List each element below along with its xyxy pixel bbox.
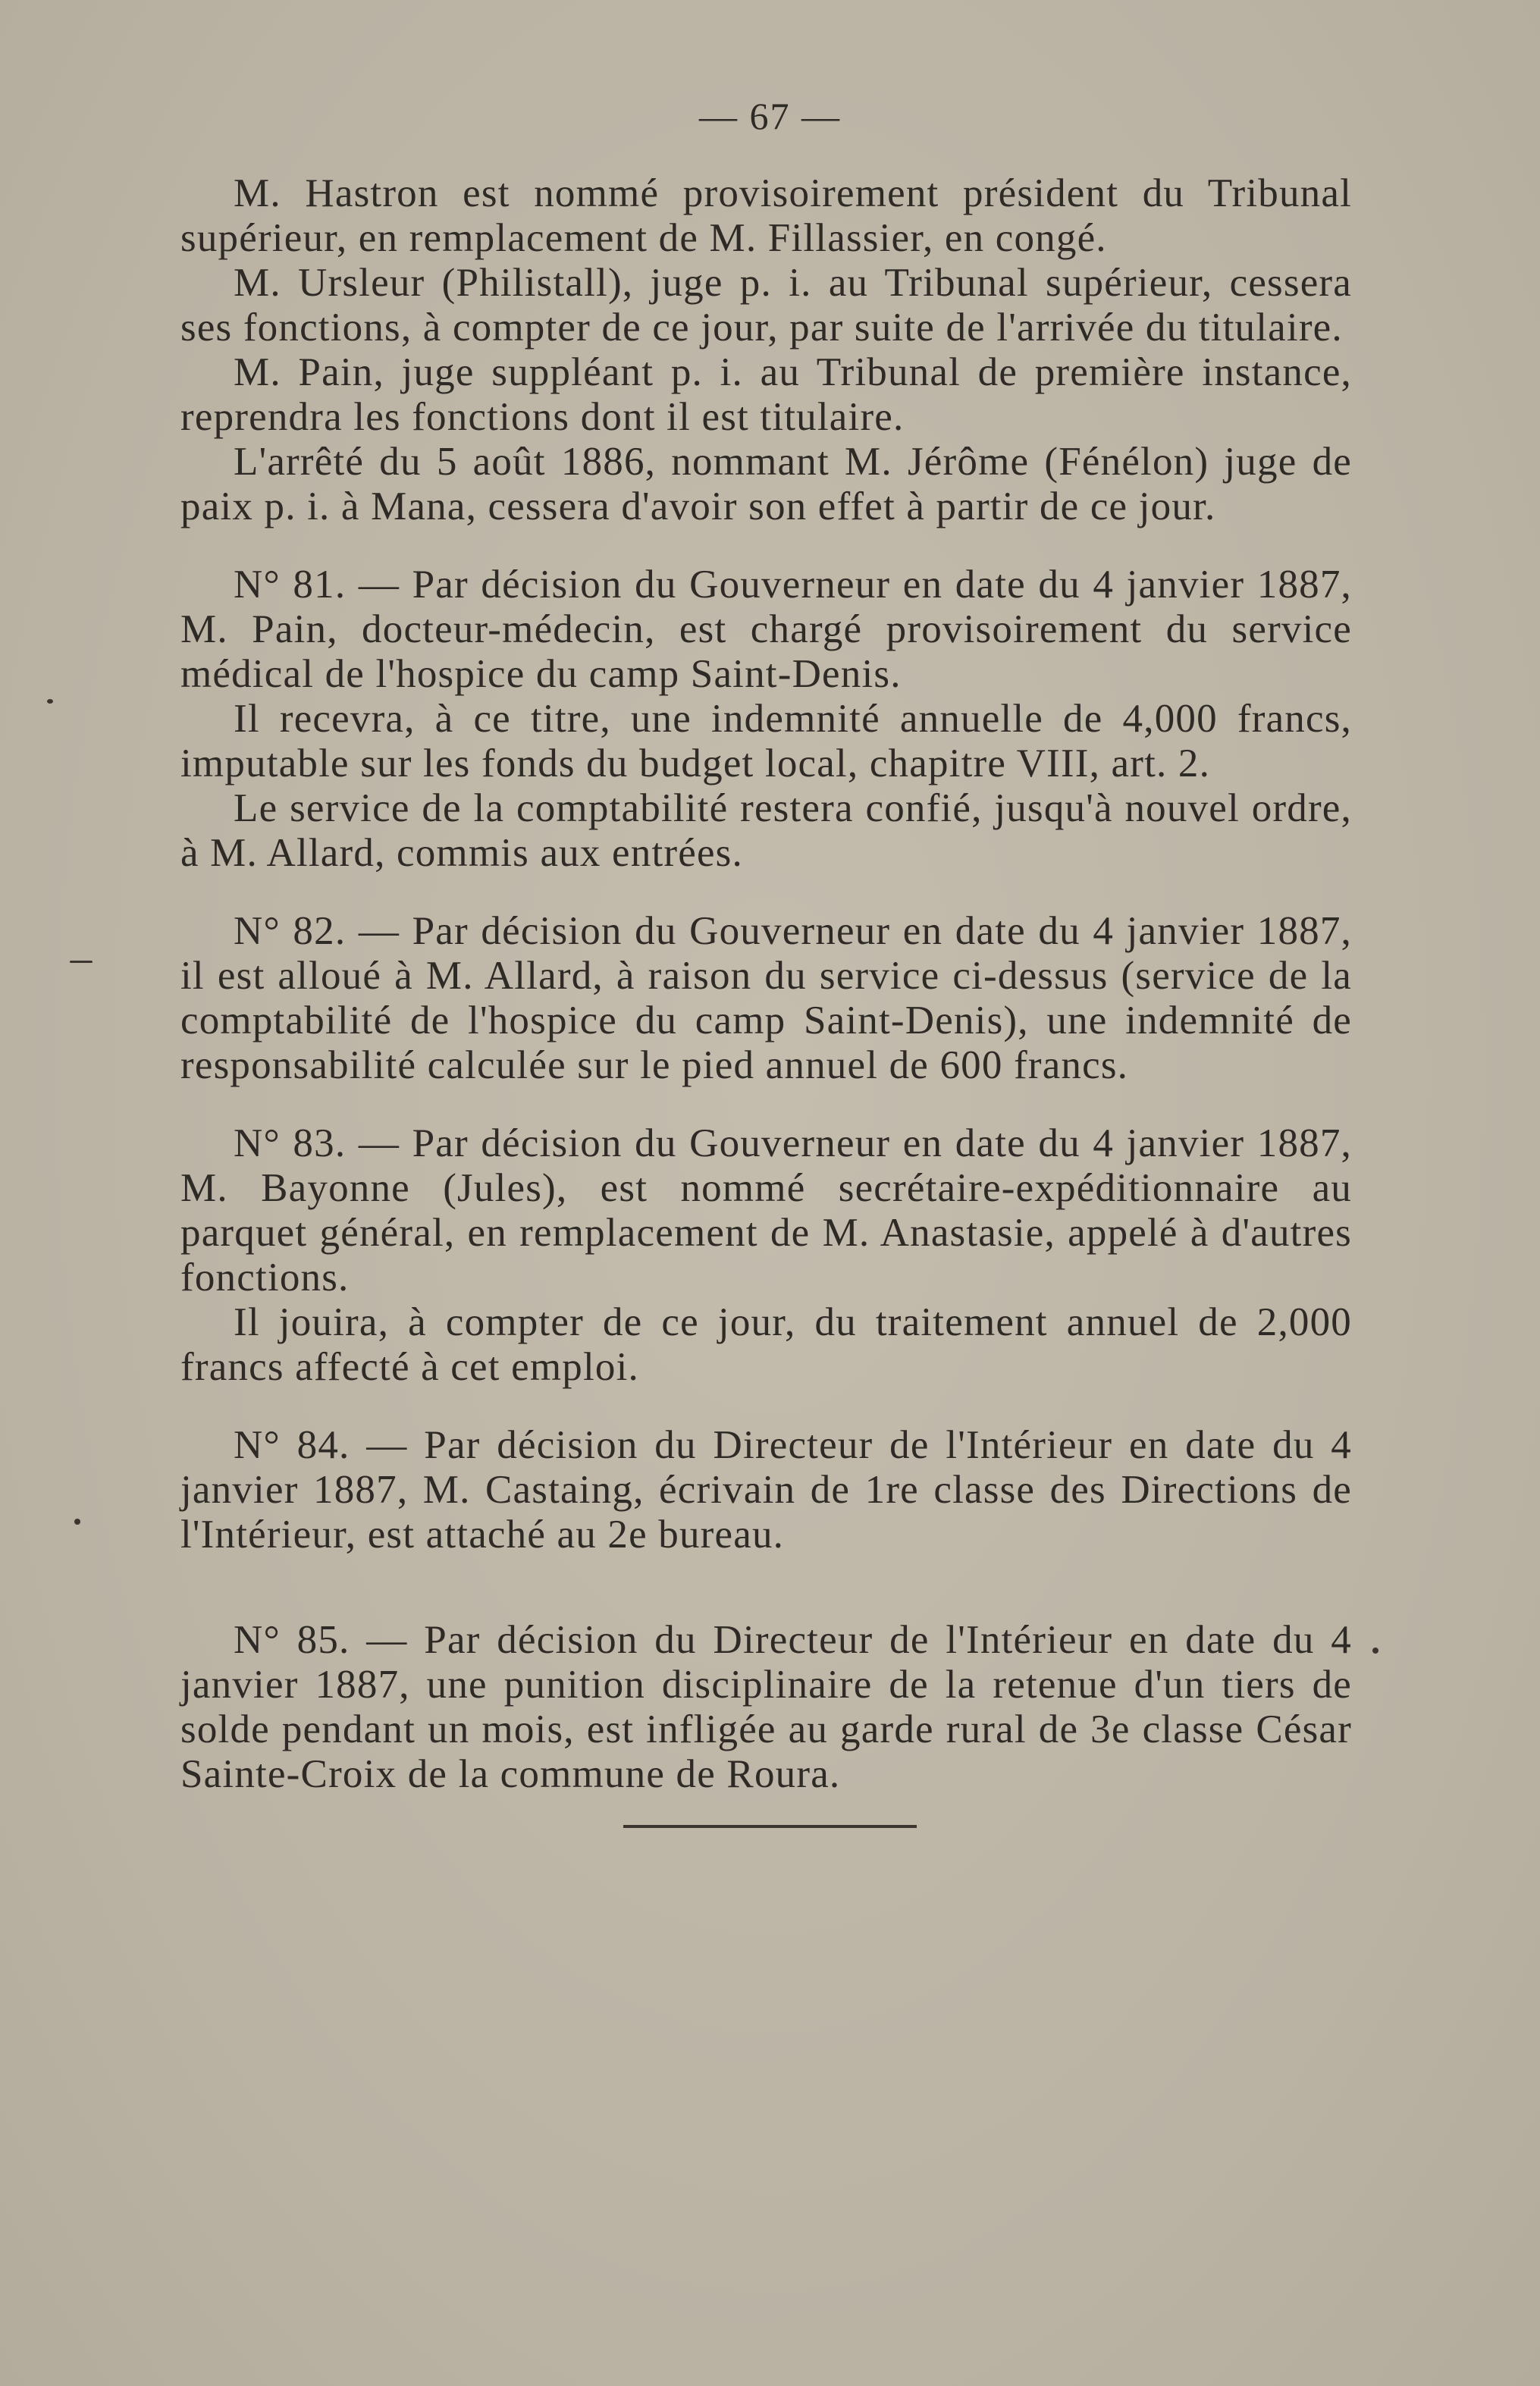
page-number: — 67 — xyxy=(699,95,841,137)
paragraph-pain: M. Pain, juge suppléant p. i. au Tribunal de première instance, reprendra les fonctions dont il est titulaire. xyxy=(180,350,1352,439)
print-speck xyxy=(1372,1648,1378,1654)
paragraph-indemnite: Il recevra, à ce titre, une indemnité annuelle de 4,000 francs, imputable sur les fonds du budget local, chapitre VIII, art. 2. xyxy=(180,697,1352,785)
print-speck xyxy=(74,1519,80,1525)
paragraph-decision-83: N° 83. — Par décision du Gouverneur en date du 4 janvier 1887, M. Bayonne (Jules), est nommé secrétaire-expéditionnaire au parquet général, en remplacement de M. Anastasie, appelé à d'autres fonctions. xyxy=(180,1121,1352,1300)
paragraph-decision-85: N° 85. — Par décision du Directeur de l'Intérieur en date du 4 janvier 1887, une punition disciplinaire de la retenue d'un tiers de solde pendant un mois, est infligée au garde rural de 3e classe César Sainte-Croix de la commune de Roura. xyxy=(180,1618,1352,1796)
paragraph-ursleur: M. Ursleur (Philistall), juge p. i. au Tribunal supérieur, cessera ses fonctions, à compter de ce jour, par suite de l'arrivée du titulaire. xyxy=(180,261,1352,350)
paragraph-traitement: Il jouira, à compter de ce jour, du traitement annuel de 2,000 francs affecté à cet emploi. xyxy=(180,1300,1352,1389)
print-speck xyxy=(47,699,53,704)
paragraph-decision-84: N° 84. — Par décision du Directeur de l'Intérieur en date du 4 janvier 1887, M. Castaing, écrivain de 1re classe des Directions de l'Intérieur, est attaché au 2e bureau. xyxy=(180,1423,1352,1557)
print-speck xyxy=(70,961,93,963)
paragraph-hastron: M. Hastron est nommé provisoirement président du Tribunal supérieur, en remplacement de M. Fillassier, en congé. xyxy=(180,171,1352,260)
paragraph-comptabilite: Le service de la comptabilité restera confié, jusqu'à nouvel ordre, à M. Allard, commis aux entrées. xyxy=(180,786,1352,875)
page-body xyxy=(180,171,1352,1797)
section-separator xyxy=(623,1825,917,1828)
paragraph-decision-82: N° 82. — Par décision du Gouverneur en date du 4 janvier 1887, il est alloué à M. Allard, à raison du service ci-dessus (service de la comptabilité de l'hospice du camp Saint-Denis), une indemnité de responsabilité calculée sur le pied annuel de 600 francs. xyxy=(180,909,1352,1087)
paragraph-decision-81: N° 81. — Par décision du Gouverneur en date du 4 janvier 1887, M. Pain, docteur-médecin, est chargé provisoirement du service médical de l'hospice du camp Saint-Denis. xyxy=(180,563,1352,696)
paragraph-arrete-jerome: L'arrêté du 5 août 1886, nommant M. Jérôme (Fénélon) juge de paix p. i. à Mana, cessera d'avoir son effet à partir de ce jour. xyxy=(180,440,1352,528)
